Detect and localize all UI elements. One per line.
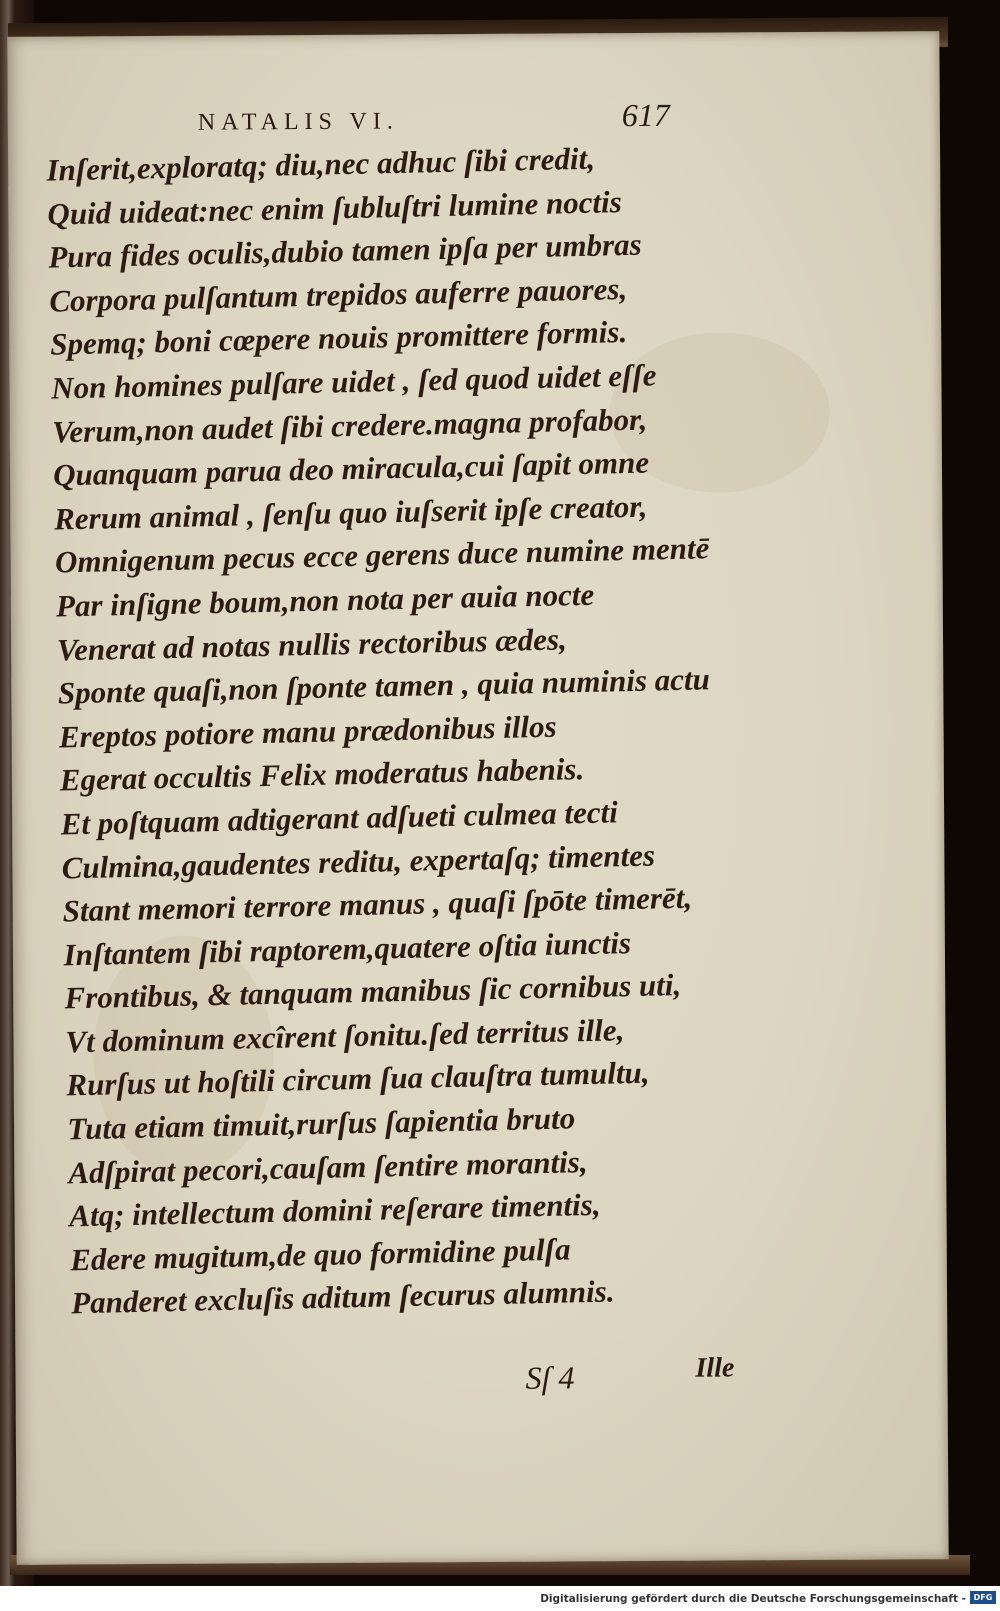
verse-line: Frontibus, & tanquam manibus ſic cornibus uti, bbox=[64, 967, 682, 1016]
verse-line: Egerat occultis Felix moderatus habenis. bbox=[59, 751, 585, 798]
verse-line: Spemq; boni cœpere nouis promittere formis. bbox=[49, 314, 628, 362]
digitization-footer bbox=[0, 1586, 1000, 1611]
funding-credit: Digitalisierung gefördert durch die Deutsche Forschungsgemeinschaft - bbox=[540, 1593, 966, 1605]
verse-line: Verum,non audet ſibi credere.magna profabor, bbox=[51, 401, 648, 450]
verse-line: Sponte quaſi,non ſponte tamen , quia numinis actu bbox=[57, 661, 711, 711]
verse-line: Inſtantem ſibi raptorem,quatere oſtia iunctis bbox=[63, 924, 632, 973]
verse-line: Rurſus ut hoſtili circum ſua clauſtra tumultu, bbox=[66, 1055, 650, 1103]
verse-text bbox=[46, 133, 792, 1325]
signature-mark: Sſ 4 bbox=[525, 1359, 575, 1396]
verse-line: Venerat ad notas nullis rectoribus ædes, bbox=[56, 620, 568, 668]
verse-line: Et poſtquam adtigerant adſueti culmea tecti bbox=[60, 794, 619, 842]
verse-line: Pura fides oculis,dubio tamen ipſa per umbras bbox=[48, 226, 642, 275]
page-number: 617 bbox=[621, 96, 670, 134]
verse-line: Ereptos potiore manu prædonibus illos bbox=[58, 708, 557, 755]
verse-line: Vt dominum excîrent ſonitu.ſed territus ille, bbox=[65, 1012, 625, 1060]
verse-line: Par inſigne boum,non nota per auia nocte bbox=[55, 576, 595, 624]
verse-line: Edere mugitum,de quo formidine pulſa bbox=[69, 1231, 571, 1278]
verse-line: Quanquam parua deo miracula,cui ſapit omne bbox=[52, 444, 650, 493]
verse-line: Non homines pulſare uidet , ſed quod uidet eſſe bbox=[50, 357, 657, 406]
verse-line: Panderet excluſis aditum ſecurus alumnis. bbox=[70, 1273, 615, 1321]
verse-line: Inſerit,exploratq; diu,nec adhuc ſibi credit, bbox=[46, 140, 596, 188]
verse-line: Corpora pulſantum trepidos auferre pauores, bbox=[48, 270, 628, 319]
verse-line: Quid uideat:nec enim ſubluſtri lumine noctis bbox=[47, 183, 623, 232]
catchword: Ille bbox=[695, 1352, 735, 1384]
running-head: NATALIS VI. bbox=[197, 108, 399, 136]
verse-line: Adſpirat pecori,cauſam ſentire morantis, bbox=[67, 1143, 588, 1191]
dfg-logo-icon: DFG bbox=[970, 1591, 996, 1604]
verse-line: Atq; intellectum domini reſerare timentis, bbox=[68, 1187, 601, 1234]
book-page bbox=[7, 31, 948, 1565]
verse-line: Tuta etiam timuit,rurſus ſapientia bruto bbox=[67, 1100, 576, 1147]
verse-line: Culmina,gaudentes reditu, expertaſq; timentes bbox=[61, 837, 656, 885]
verse-line: Rerum animal , ſenſu quo iuſserit ipſe creator, bbox=[53, 488, 648, 537]
verse-line: Stant memori terrore manus , quaſi ſpōte timerēt, bbox=[62, 879, 693, 929]
verse-line: Omnigenum pecus ecce gerens duce numine mentē bbox=[54, 530, 710, 580]
